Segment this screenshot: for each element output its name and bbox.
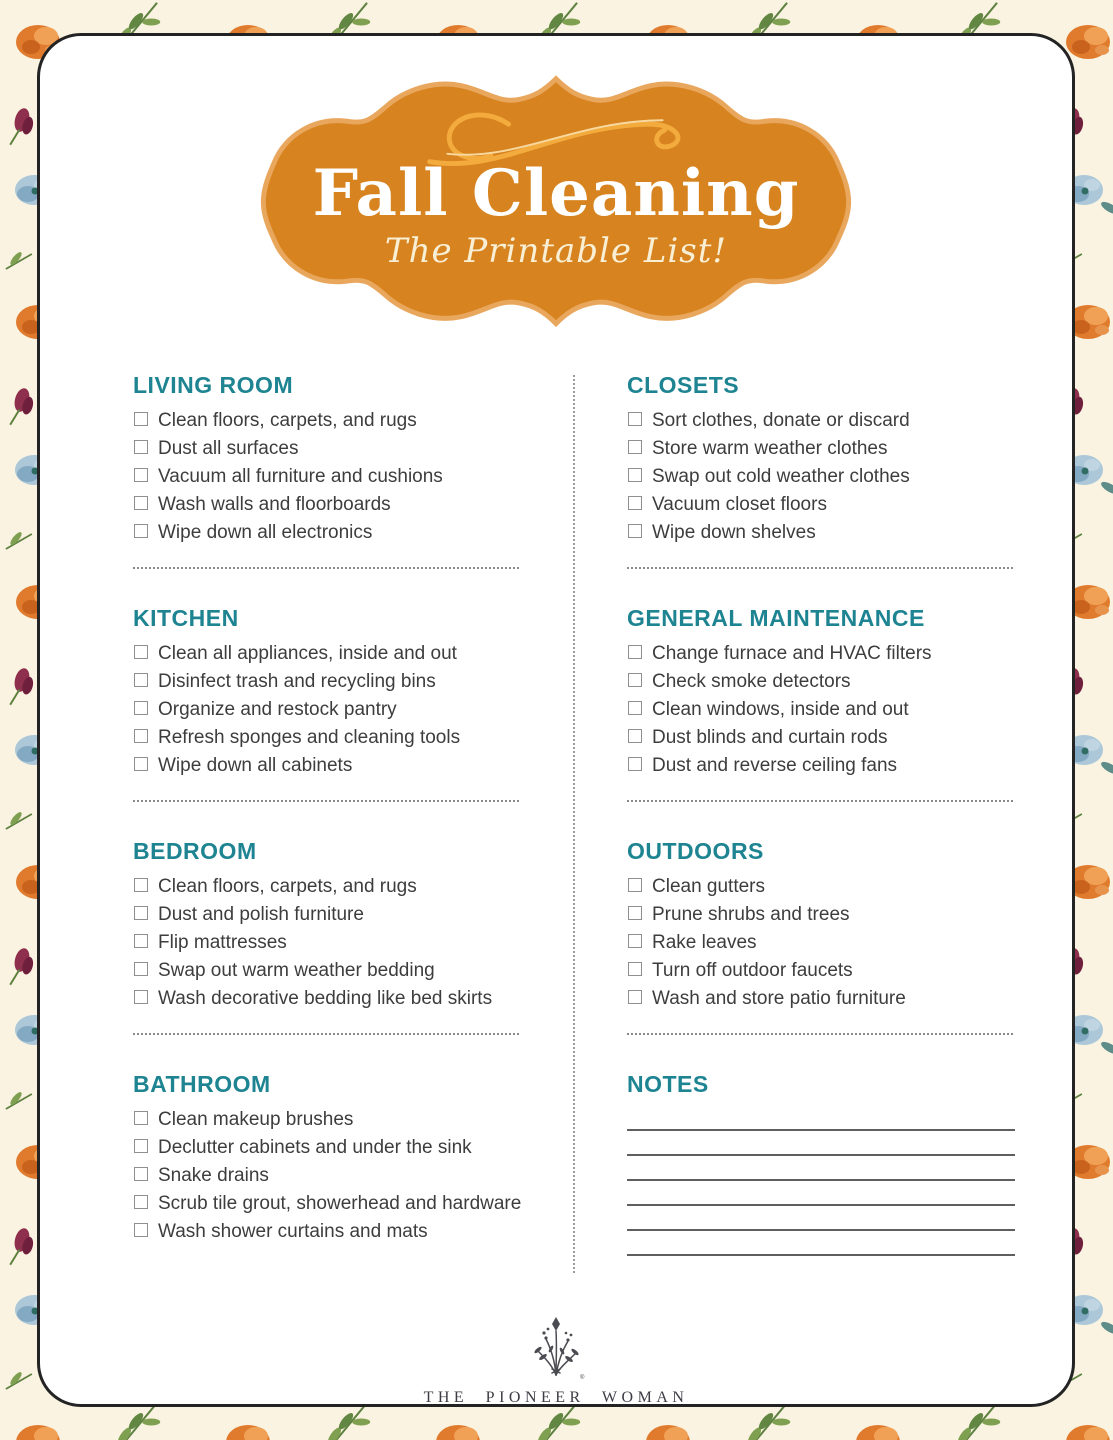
checkbox[interactable] (134, 1139, 148, 1153)
checkbox[interactable] (628, 990, 642, 1004)
checkbox[interactable] (628, 906, 642, 920)
checklist-item-label: Sort clothes, donate or discard (652, 410, 910, 431)
checklist-item (133, 491, 521, 519)
checklist-item-label: Dust blinds and curtain rods (652, 727, 888, 748)
section-divider (627, 1033, 1013, 1035)
section-general-maintenance (627, 604, 1015, 837)
checkbox[interactable] (134, 468, 148, 482)
checkbox[interactable] (134, 878, 148, 892)
checkbox[interactable] (134, 962, 148, 976)
section-title: CLOSETS (627, 372, 740, 398)
checklist-item-label: Disinfect trash and recycling bins (158, 671, 436, 692)
checkbox[interactable] (134, 934, 148, 948)
checkbox[interactable] (134, 496, 148, 510)
checklist-item-label: Wash walls and floorboards (158, 494, 391, 515)
checklist-item-label: Clean gutters (652, 876, 766, 897)
section-kitchen (133, 604, 521, 837)
checkbox[interactable] (628, 468, 642, 482)
checklist-item (627, 463, 1015, 491)
checklist-item (133, 407, 521, 435)
registered-mark: ® (580, 1375, 585, 1381)
checklist-item-label: Store warm weather clothes (652, 438, 888, 459)
title-badge (250, 63, 862, 339)
section-divider (133, 800, 519, 802)
checklist-item-label: Scrub tile grout, showerhead and hardware (158, 1193, 522, 1214)
section-title: BATHROOM (133, 1071, 271, 1097)
checklist-item (627, 491, 1015, 519)
brand-wordmark: THE PIONEER WOMAN (423, 1389, 689, 1406)
checklist-item-label: Snake drains (158, 1165, 269, 1186)
right-column (627, 371, 1015, 1273)
checklist-item (133, 640, 521, 668)
section-outdoors (627, 837, 1015, 1070)
notes-line (627, 1131, 1015, 1156)
checklist-item-label: Vacuum closet floors (652, 494, 827, 515)
checklist-item (133, 985, 521, 1013)
section-divider (133, 1033, 519, 1035)
checkbox[interactable] (628, 729, 642, 743)
checkbox[interactable] (134, 1195, 148, 1209)
checklist-item (133, 1162, 521, 1190)
section-divider (627, 800, 1013, 802)
checklist-item (133, 463, 521, 491)
checkbox[interactable] (134, 440, 148, 454)
checklist-item (133, 724, 521, 752)
checklist-item-label: Clean floors, carpets, and rugs (158, 876, 417, 897)
checkbox[interactable] (134, 729, 148, 743)
left-column (133, 371, 521, 1273)
content-card (37, 33, 1075, 1407)
checkbox[interactable] (134, 701, 148, 715)
section-title: BEDROOM (133, 838, 257, 864)
checklist-item-label: Dust and reverse ceiling fans (652, 755, 898, 776)
checklist-item (627, 519, 1015, 547)
checklist-item-label: Wipe down all electronics (158, 522, 373, 543)
checklist-item (133, 957, 521, 985)
checkbox[interactable] (134, 645, 148, 659)
checklist-item-label: Wash shower curtains and mats (158, 1221, 428, 1242)
section-notes (627, 1070, 1015, 1256)
checkbox[interactable] (628, 757, 642, 771)
checkbox[interactable] (628, 440, 642, 454)
checkbox[interactable] (134, 757, 148, 771)
page-subtitle: The Printable List! (384, 231, 728, 271)
section-title: KITCHEN (133, 605, 239, 631)
checkbox[interactable] (628, 524, 642, 538)
section-divider (133, 567, 519, 569)
checklist-item (133, 519, 521, 547)
section-closets (627, 371, 1015, 604)
checklist-item (627, 724, 1015, 752)
section-title: OUTDOORS (627, 838, 764, 864)
checklist-item-label: Declutter cabinets and under the sink (158, 1137, 472, 1158)
section-title: NOTES (627, 1071, 709, 1097)
checklist-item-label: Wash decorative bedding like bed skirts (158, 988, 493, 1009)
checklist-item (133, 1134, 521, 1162)
checkbox[interactable] (628, 878, 642, 892)
checklist-item-label: Clean floors, carpets, and rugs (158, 410, 417, 431)
notes-line (627, 1231, 1015, 1256)
checklist-item (627, 873, 1015, 901)
checkbox[interactable] (134, 673, 148, 687)
section-divider (627, 567, 1013, 569)
checkbox[interactable] (134, 524, 148, 538)
checkbox[interactable] (134, 1111, 148, 1125)
checkbox[interactable] (628, 673, 642, 687)
checkbox[interactable] (628, 412, 642, 426)
checkbox[interactable] (628, 934, 642, 948)
checklist-item (133, 668, 521, 696)
checklist-item-label: Swap out warm weather bedding (158, 960, 435, 981)
checklist-item (627, 901, 1015, 929)
checklist-item (627, 985, 1015, 1013)
column-divider-cell (521, 371, 627, 1273)
checklist-item (627, 435, 1015, 463)
checklist-item-label: Turn off outdoor faucets (652, 960, 853, 981)
checklist-item-label: Wash and store patio furniture (652, 988, 906, 1009)
bouquet-icon (525, 1311, 587, 1383)
checklist-item-label: Clean all appliances, inside and out (158, 643, 457, 664)
checklist-item-label: Wipe down shelves (652, 522, 816, 543)
checklist-item-label: Refresh sponges and cleaning tools (158, 727, 461, 748)
checklist-item (627, 668, 1015, 696)
footer (40, 1311, 1072, 1407)
checkbox[interactable] (134, 1223, 148, 1237)
page-title: Fall Cleaning (312, 156, 800, 231)
checklist-item (133, 873, 521, 901)
notes-line (627, 1206, 1015, 1231)
section-bathroom (133, 1070, 521, 1246)
checklist-item-label: Prune shrubs and trees (652, 904, 850, 925)
checklist-item-label: Clean windows, inside and out (652, 699, 909, 720)
checklist-item-label: Clean makeup brushes (158, 1109, 354, 1130)
checklist-item (133, 1190, 521, 1218)
checklist-item (133, 696, 521, 724)
checklist-item-label: Dust and polish furniture (158, 904, 364, 925)
checklist-content (40, 339, 1072, 1273)
checklist-item (627, 696, 1015, 724)
checkbox[interactable] (628, 701, 642, 715)
checklist-item (627, 407, 1015, 435)
checklist-item-label: Change furnace and HVAC filters (652, 643, 932, 664)
column-divider (573, 375, 575, 1273)
checkbox[interactable] (628, 962, 642, 976)
notes-line (627, 1106, 1015, 1131)
checkbox[interactable] (134, 1167, 148, 1181)
checklist-item (133, 929, 521, 957)
checklist-item (627, 640, 1015, 668)
notes-line (627, 1181, 1015, 1206)
notes-line (627, 1156, 1015, 1181)
checklist-item-label: Dust all surfaces (158, 438, 299, 459)
checklist-item (133, 1106, 521, 1134)
checklist-item (627, 752, 1015, 780)
section-bedroom (133, 837, 521, 1070)
section-title: LIVING ROOM (133, 372, 294, 398)
checklist-item-label: Wipe down all cabinets (158, 755, 353, 776)
checklist-item (133, 1218, 521, 1246)
checklist-item-label: Organize and restock pantry (158, 699, 397, 720)
checkbox[interactable] (134, 990, 148, 1004)
checklist-item (133, 435, 521, 463)
checklist-item-label: Swap out cold weather clothes (652, 466, 910, 487)
section-living-room (133, 371, 521, 604)
checklist-item (133, 901, 521, 929)
checklist-item (627, 929, 1015, 957)
checkbox[interactable] (628, 496, 642, 510)
section-title: GENERAL MAINTENANCE (627, 605, 925, 631)
checklist-item-label: Rake leaves (652, 932, 757, 953)
checkbox[interactable] (134, 412, 148, 426)
checklist-item (133, 752, 521, 780)
checklist-item (627, 957, 1015, 985)
checkbox[interactable] (134, 906, 148, 920)
checkbox[interactable] (628, 645, 642, 659)
notes-lines (627, 1106, 1015, 1256)
checklist-item-label: Flip mattresses (158, 932, 287, 953)
checklist-item-label: Check smoke detectors (652, 671, 851, 692)
checklist-item-label: Vacuum all furniture and cushions (158, 466, 443, 487)
